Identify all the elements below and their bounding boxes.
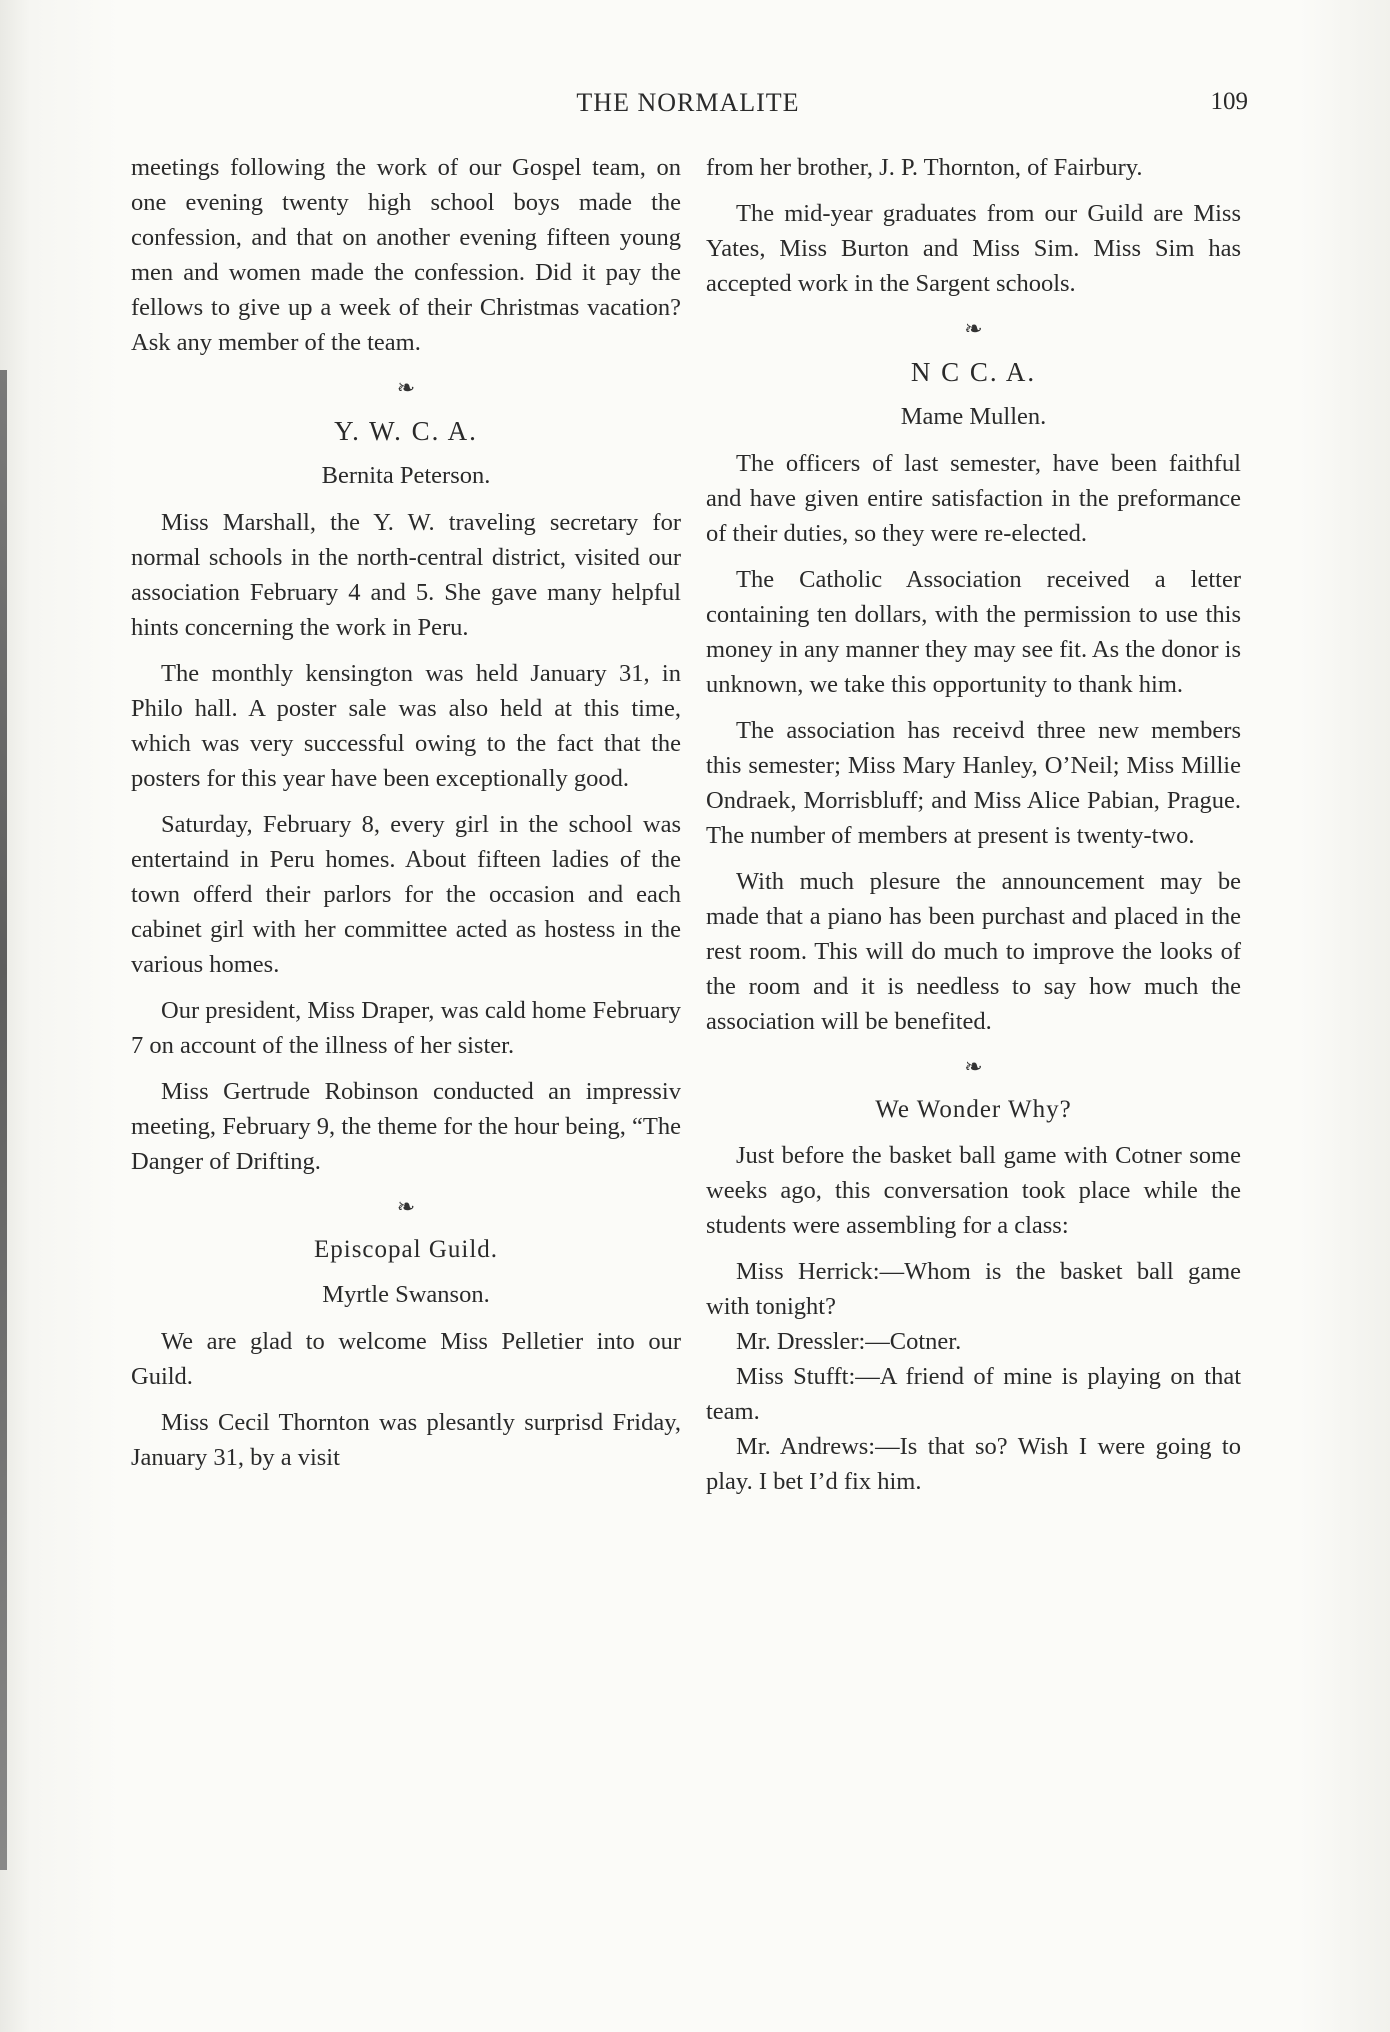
guild-graduates-paragraph: The mid-year graduates from our Guild are Miss Yates, Miss Burton and Miss Sim. Miss Sim has accepted work in the Sargent schools. (706, 200, 1241, 297)
section-separator-ornament: ❧ (396, 1194, 416, 1219)
ncca-paragraph: The Catholic Association received a letter containing ten dollars, with the permission to use this money in any manner they may see fit. As the donor is unknown, we take this opportunity to thank him. (706, 566, 1241, 698)
ncca-byline: Mame Mullen. (900, 403, 1047, 430)
episcopal-byline: Myrtle Swanson. (322, 1281, 490, 1308)
right-column (706, 150, 1241, 1499)
episcopal-paragraph: Miss Cecil Thornton was plesantly surprisd Friday, January 31, by a visit (131, 1409, 681, 1471)
dialogue-line: Mr. Dressler:—Cotner. (736, 1328, 962, 1355)
ywca-paragraph: Our president, Miss Draper, was cald home February 7 on account of the illness of her sister. (131, 997, 681, 1059)
ywca-paragraph: Miss Gertrude Robinson conducted an impressiv meeting, February 9, the theme for the hour being, “The Danger of Drifting. (131, 1078, 681, 1175)
section-separator-ornament: ❧ (396, 375, 416, 400)
ywca-paragraph: Miss Marshall, the Y. W. traveling secretary for normal schools in the north-central district, visited our association February 4 and 5. She gave many helpful hints concerning the work in Peru. (131, 509, 681, 641)
ncca-section-title: N C C. A. (910, 357, 1037, 387)
section-separator-ornament: ❧ (964, 316, 983, 341)
ncca-paragraph: The association has receivd three new members this semester; Miss Mary Hanley, O’Neil; Miss Millie Ondraek, Morrisbluff; and Miss Alice Pabian, Prague. The number of members at present is twenty-two. (706, 717, 1241, 849)
dialogue-block (706, 1254, 1241, 1499)
dialogue-line: Miss Stufft:—A friend of mine is playing on that team. (706, 1363, 1241, 1425)
ywca-byline: Bernita Peterson. (321, 462, 491, 489)
episcopal-paragraph: We are glad to welcome Miss Pelletier into our Guild. (131, 1328, 681, 1390)
left-column (131, 150, 681, 1486)
ywca-paragraph: The monthly kensington was held January 31, in Philo hall. A poster sale was also held at this time, which was very successful owing to the fact that the posters for this year have been exceptionally good. (131, 660, 681, 792)
ywca-section-title: Y. W. C. A. (334, 416, 478, 446)
section-separator-ornament: ❧ (964, 1054, 983, 1079)
dialogue-line: Miss Herrick:—Whom is the basket ball game with tonight? (706, 1258, 1241, 1320)
ncca-paragraph: The officers of last semester, have been faithful and have given entire satisfaction in the preformance of their duties, so they were re-elected. (706, 450, 1241, 547)
ywca-paragraph: Saturday, February 8, every girl in the school was entertaind in Peru homes. About fifteen ladies of the town offerd their parlors for the occasion and each cabinet girl with her committee acted as hostess in the various homes. (131, 811, 681, 978)
page-header (128, 88, 1248, 128)
page-number: 109 (1210, 88, 1248, 115)
ncca-paragraph: With much plesure the announcement may be made that a piano has been purchast and placed in the rest room. This will do much to improve the looks of the room and it is needless to say how much the association will be benefited. (706, 868, 1241, 1035)
we-wonder-section-title: We Wonder Why? (875, 1096, 1072, 1123)
episcopal-section-title: Episcopal Guild. (313, 1236, 499, 1263)
running-title: THE NORMALITE (576, 88, 800, 117)
continued-paragraph: meetings following the work of our Gospel team, on one evening twenty high school boys made the confession, and that on another evening fifteen young men and women made the confession. Did it pay the fellows to give up a week of their Christmas vacation? Ask any member of the team. (131, 154, 681, 356)
dialogue-line: Mr. Andrews:—Is that so? Wish I were going to play. I bet I’d fix him. (706, 1433, 1241, 1495)
continued-paragraph: from her brother, J. P. Thornton, of Fairbury. (706, 154, 1143, 181)
binding-shadow (0, 370, 7, 1870)
we-wonder-intro: Just before the basket ball game with Cotner some weeks ago, this conversation took place while the students were assembling for a class: (706, 1142, 1241, 1239)
